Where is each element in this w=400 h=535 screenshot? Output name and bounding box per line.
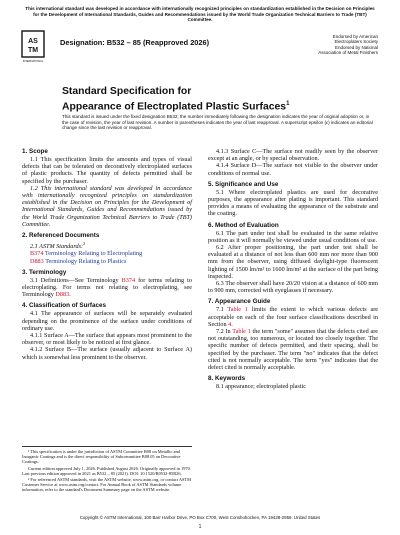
top-notice: This international standard was developed in accordance with internationally recognized principles on standardization established in the Decision on Principles for the Development of International Standards, Guides and Recommendations issued by the World Trade Organization Technical Barriers to Trade (TBT) Committee.: [25, 6, 375, 23]
reference-item: [22, 258, 192, 265]
svg-text:TM: TM: [27, 47, 39, 54]
designation: Designation: B532 – 85 (Reapproved 2026): [60, 38, 210, 47]
document-title: [62, 86, 362, 113]
issue-note: This standard is issued under the fixed designation B532; the number immediately following the designation indicates the year of original adoption or, in the case of revision, the year of last revision. A number in parentheses indicates the year of last reapproval. A superscript epsilon (ε) indicates an editorial change since the last revision or reapproval.: [62, 114, 373, 130]
section-heading: 8. Keywords: [208, 375, 246, 383]
paragraph-text: 2.1 ASTM Standards:: [30, 243, 84, 251]
paragraph: 6.1 The part under test shall be evaluated in the same relative position as it will normally be viewed under usual conditions of use.: [208, 229, 378, 244]
footnote: Current edition approved July 1, 2026. Published August 2026. Originally approved in 1970. Last previous edition approved in 2021 as B532 – 85 (2021). DOI: 10.1520/B0532-85R26.: [22, 465, 191, 476]
paragraph: 5.1 Where electroplated plastics are used for decorative purposes, the appearance after plating is important. This standard provides a means of evaluating the appearance of the substrate and the coating.: [208, 188, 378, 218]
paragraph-text: .: [231, 320, 233, 328]
paragraph: 6.3 The observer shall have 20/20 vision at a distance of 600 mm to 900 mm, corrected with eyeglasses if necessary.: [208, 280, 378, 295]
astm-logo: [21, 30, 45, 64]
paragraph-text: 7.2 In: [216, 328, 233, 336]
section-heading: 7. Appearance Guide: [208, 298, 271, 306]
svg-text:AS: AS: [28, 38, 38, 45]
reference-link[interactable]: B374: [121, 276, 136, 284]
endorsed-line: Electroplaters Society: [334, 39, 378, 45]
paragraph: 4.1.1 Surface A—The surface that appears most prominent to the observer, or most likely to be noticed at first glance.: [22, 331, 192, 347]
reference-title-link[interactable]: Terminology Relating to Plastics: [45, 257, 127, 265]
left-column: [22, 148, 192, 361]
reference-title-link[interactable]: Terminology Relating to Electroplating: [44, 250, 143, 258]
reference-link[interactable]: B374: [30, 250, 44, 258]
paragraph: 4.1.4 Surface D—The surface not visible to the observer under conditions of normal use.: [208, 162, 378, 177]
footnote-mark: 2: [83, 241, 86, 247]
paragraph: 6.2 After proper positioning, the part under test shall be evaluated at a distance of not less than 600 mm nor more than 900 mm from the observer, using diffused daylight-type fluorescent lighting of 1500 lm/m² to 1600 lm/m² at the surface of the part being inspected.: [208, 244, 378, 280]
endorsed-line: Endorsed by American: [332, 34, 378, 39]
paragraph: [208, 306, 378, 328]
paragraph-text: for terms relating to electroplating. For terms not relating to electroplating, see Terminology: [22, 276, 192, 299]
title-line-2: Appearance of Electroplated Plastic Surfaces: [62, 101, 287, 113]
paragraph: [22, 240, 192, 250]
paragraph: 1.2 This international standard was developed in accordance with internationally recognized principles on standardization established in the Decision on Principles for the Development of International Standards, Guides and Recommendations issued by the World Trade Organization Technical Barriers to Trade (TBT) Committee.: [22, 184, 192, 228]
paragraph: 4.1 The appearance of surfaces will be separately evaluated depending on the prominence of the surface under conditions of ordinary use.: [22, 310, 192, 332]
reference-link[interactable]: D883: [55, 291, 70, 299]
endorsed-line: Association of Metal Finishers: [318, 50, 378, 56]
section-heading: 1. Scope: [22, 148, 48, 155]
table-link[interactable]: Table 1: [232, 328, 251, 336]
copyright-footer: Copyright © ASTM International, 100 Barr Harbor Drive, PO Box C700, West Conshohocken, PA 19428-2959. United States: [79, 515, 321, 520]
page-number: 1: [198, 524, 202, 530]
paragraph-text: 7.1: [216, 306, 228, 314]
endorsement-block: [278, 34, 378, 56]
paragraph-text: limits the extent to which various defects are acceptable on each of the four surface classifications described in Section: [208, 306, 379, 328]
footnote: ¹ This specification is under the jurisdiction of ASTM Committee B08 on Metallic and Inorganic Coatings and is the direct responsibility of Subcommittee B08.05 on Decorative Coatings.: [22, 449, 181, 465]
paragraph-text: the term "some" assumes that the defects cited are not outstanding, too numerous, or located too closely together. The specific number of defects permitted, and their spacing, shall be specified by the purchaser. The term "no" indicates that the defect cited is not normally acceptable. The term "yes" indicates that the defect cited is normally acceptable.: [208, 328, 379, 372]
section-heading: 2. Referenced Documents: [22, 232, 100, 240]
right-column: [208, 148, 378, 390]
section-heading: 4. Classification of Surfaces: [22, 302, 106, 310]
paragraph: 8.1 appearance; electroplated plastic: [216, 383, 307, 391]
paragraph: [22, 277, 192, 299]
reference-link[interactable]: D883: [30, 257, 44, 265]
endorsed-line: Endorsed by National: [334, 44, 378, 50]
svg-text:INTERNATIONAL: INTERNATIONAL: [22, 60, 44, 63]
paragraph-text: 3.1 Definitions—See Terminology: [30, 276, 122, 284]
paragraph: [208, 328, 378, 371]
paragraph: 4.1.3 Surface C—The surface not readily seen by the observer except at an angle, or by special observation.: [208, 148, 378, 163]
title-line-1: Standard Specification for: [62, 86, 192, 97]
table-link[interactable]: Table 1: [227, 306, 248, 314]
paragraph: 1.1 This specification limits the amounts and types of visual defects that can be tolerated on decoratively electroplated surfaces of plastic products. The quantity of defects permitted shall be specified by the purchaser.: [22, 156, 192, 185]
footnote: ² For referenced ASTM standards, visit the ASTM website, www.astm.org, or contact ASTM Customer Service at www.astm.org/contact. For Annual Book of ASTM Standards volume information, refer to the standard's Document Summary page on the ASTM website.: [22, 477, 192, 493]
section-link[interactable]: 4: [228, 320, 232, 328]
title-footnote-mark: 1: [286, 101, 290, 107]
footnotes: [22, 446, 192, 494]
paragraph: 4.1.2 Surface B—The surface (usually adjacent to Surface A) which is somewhat less prominent to the observer.: [22, 346, 192, 361]
reference-item: [22, 250, 192, 257]
paragraph-text: .: [69, 291, 71, 299]
section-heading: 6. Method of Evaluation: [208, 221, 279, 229]
section-heading: 3. Terminology: [22, 268, 67, 276]
section-heading: 5. Significance and Use: [208, 180, 279, 188]
